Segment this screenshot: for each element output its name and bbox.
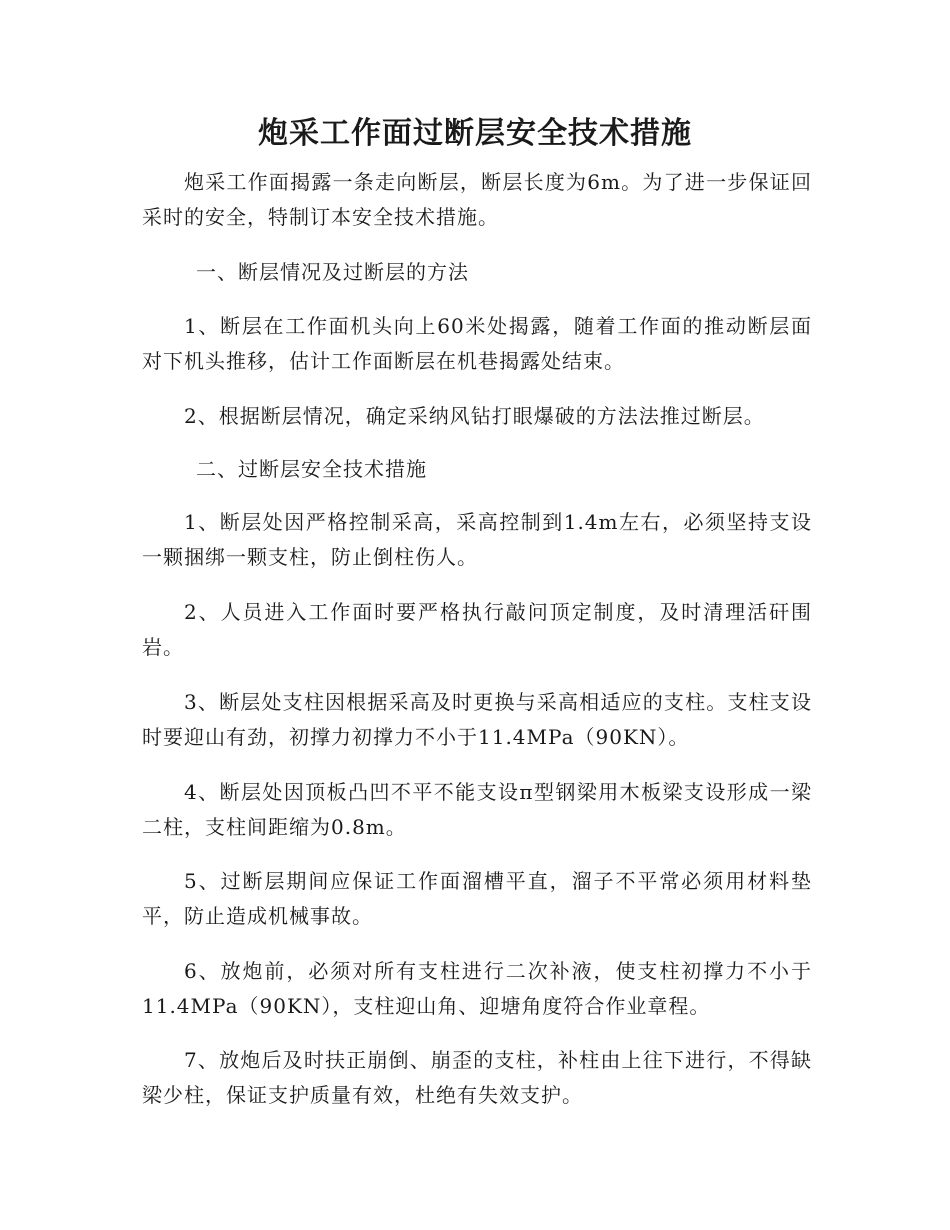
- section-2-item-1: 1、断层处因严格控制采高，采高控制到1.4m左右，必须坚持支设一颗捆绑一颗支柱，防止倒柱伤人。: [142, 510, 812, 569]
- section-1-item-2: 2、根据断层情况，确定采纳风钻打眼爆破的方法法推过断层。: [184, 404, 765, 428]
- section-2-item-4: 4、断层处因顶板凸凹不平不能支设π型钢梁用木板梁支设形成一梁二柱，支柱间距缩为0.8m。: [142, 780, 812, 839]
- section-2-heading: 二、过断层安全技术措施: [196, 457, 427, 481]
- section-2-item-3: 3、断层处支柱因根据采高及时更换与采高相适应的支柱。支柱支设时要迎山有劲，初撑力初撑力不小于11.4MPa（90KN）。: [142, 690, 812, 749]
- intro-paragraph: 炮采工作面揭露一条走向断层，断层长度为6m。为了进一步保证回采时的安全，特制订本安全技术措施。: [142, 170, 812, 229]
- section-2-item-7: 7、放炮后及时扶正崩倒、崩歪的支柱，补柱由上往下进行，不得缺梁少柱，保证支护质量有效，杜绝有失效支护。: [142, 1048, 812, 1107]
- section-2-item-6: 6、放炮前，必须对所有支柱进行二次补液，使支柱初撑力不小于11.4MPa（90KN），支柱迎山角、迎塘角度符合作业章程。: [142, 959, 812, 1018]
- section-1-heading: 一、断层情况及过断层的方法: [196, 260, 469, 284]
- document-title: 炮采工作面过断层安全技术措施: [258, 116, 692, 151]
- section-2-item-5: 5、过断层期间应保证工作面溜槽平直，溜子不平常必须用材料垫平，防止造成机械事故。: [142, 869, 812, 928]
- section-1-item-1: 1、断层在工作面机头向上60米处揭露，随着工作面的推动断层面对下机头推移，估计工作面断层在机巷揭露处结束。: [142, 314, 812, 373]
- section-2-item-2: 2、人员进入工作面时要严格执行敲问顶定制度，及时清理活矸围岩。: [142, 600, 812, 659]
